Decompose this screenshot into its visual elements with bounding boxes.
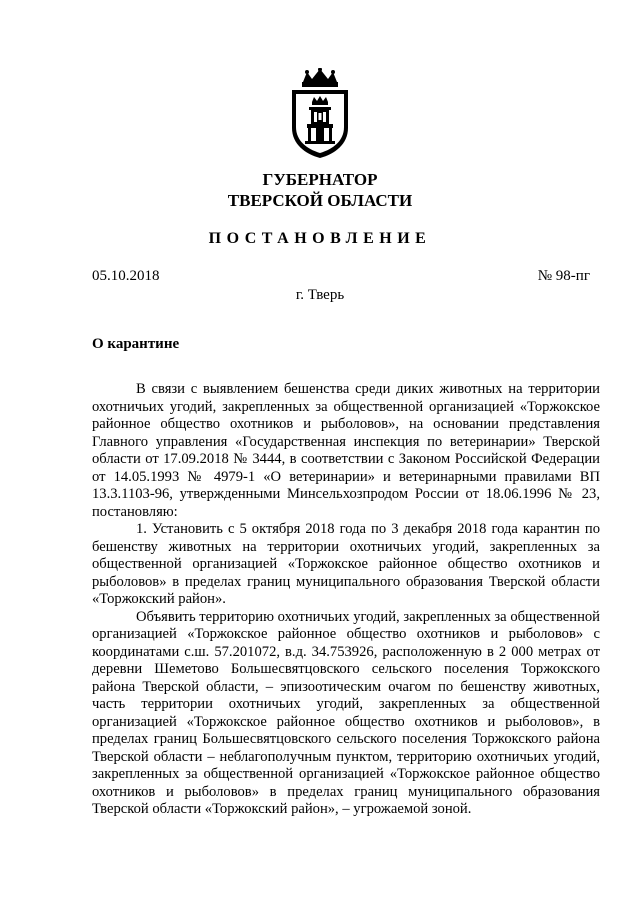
document-body bbox=[92, 381, 600, 819]
document-subject: О карантине bbox=[92, 336, 180, 352]
paragraph-preamble: В связи с выявлением бешенства среди диких животных на территории охотничьих угодий, закрепленных за общественной организацией «Торжокское районное общество охотников и рыболовов», на основании представления Главного управления «Государственная инспекция по ветеринарии» Тверской области от 17.09.2018 № 3444, в соответствии с Законом Российской Федерации от 14.05.1993 № 4979-1 «О ветеринарии» и ветеринарными правилами ВП 13.3.1103-96, утвержденными Минсельхозпродом России от 18.06.1996 № 23, постановляю: bbox=[92, 381, 600, 520]
tver-coat-of-arms-icon bbox=[289, 68, 351, 160]
document-date: 05.10.2018 bbox=[92, 268, 160, 284]
issuer-region: ТВЕРСКОЙ ОБЛАСТИ bbox=[227, 191, 413, 210]
document-type: ПОСТАНОВЛЕНИЕ bbox=[208, 230, 432, 247]
document-number: № 98-пг bbox=[537, 268, 590, 284]
issuer-title: ГУБЕРНАТОР bbox=[262, 170, 378, 189]
document-city: г. Тверь bbox=[295, 287, 345, 303]
paragraph-declaration: Объявить территорию охотничьих угодий, закрепленных за общественной организацией «Торжокское районное общество охотников и рыболовов» с координатами с.ш. 57.201072, в.д. 34.753926, расположенную в 2 000 метрах от деревни Шеметово Большесвятцовского сельского поселения Торжокского района Тверской области, – эпизоотическим очагом по бешенству животных, часть территории охотничьих угодий, закрепленных за общественной организацией «Торжокское районное общество охотников и рыболовов», в пределах границ Большесвятцовского сельского поселения Торжокского района Тверской области – неблагополучным пунктом, территорию охотничьих угодий, закрепленных за общественной организацией «Торжокское районное общество охотников и рыболовов» в пределах границ муниципального образования Тверской области «Торжокский район», – угрожаемой зоной. bbox=[92, 608, 600, 817]
paragraph-item-1: 1. Установить с 5 октября 2018 года по 3 декабря 2018 года карантин по бешенству животных на территории охотничьих угодий, закрепленных за общественной организацией «Торжокское районное общество охотников и рыболовов» в пределах границ муниципального образования Тверской области «Торжокский район». bbox=[92, 521, 600, 607]
